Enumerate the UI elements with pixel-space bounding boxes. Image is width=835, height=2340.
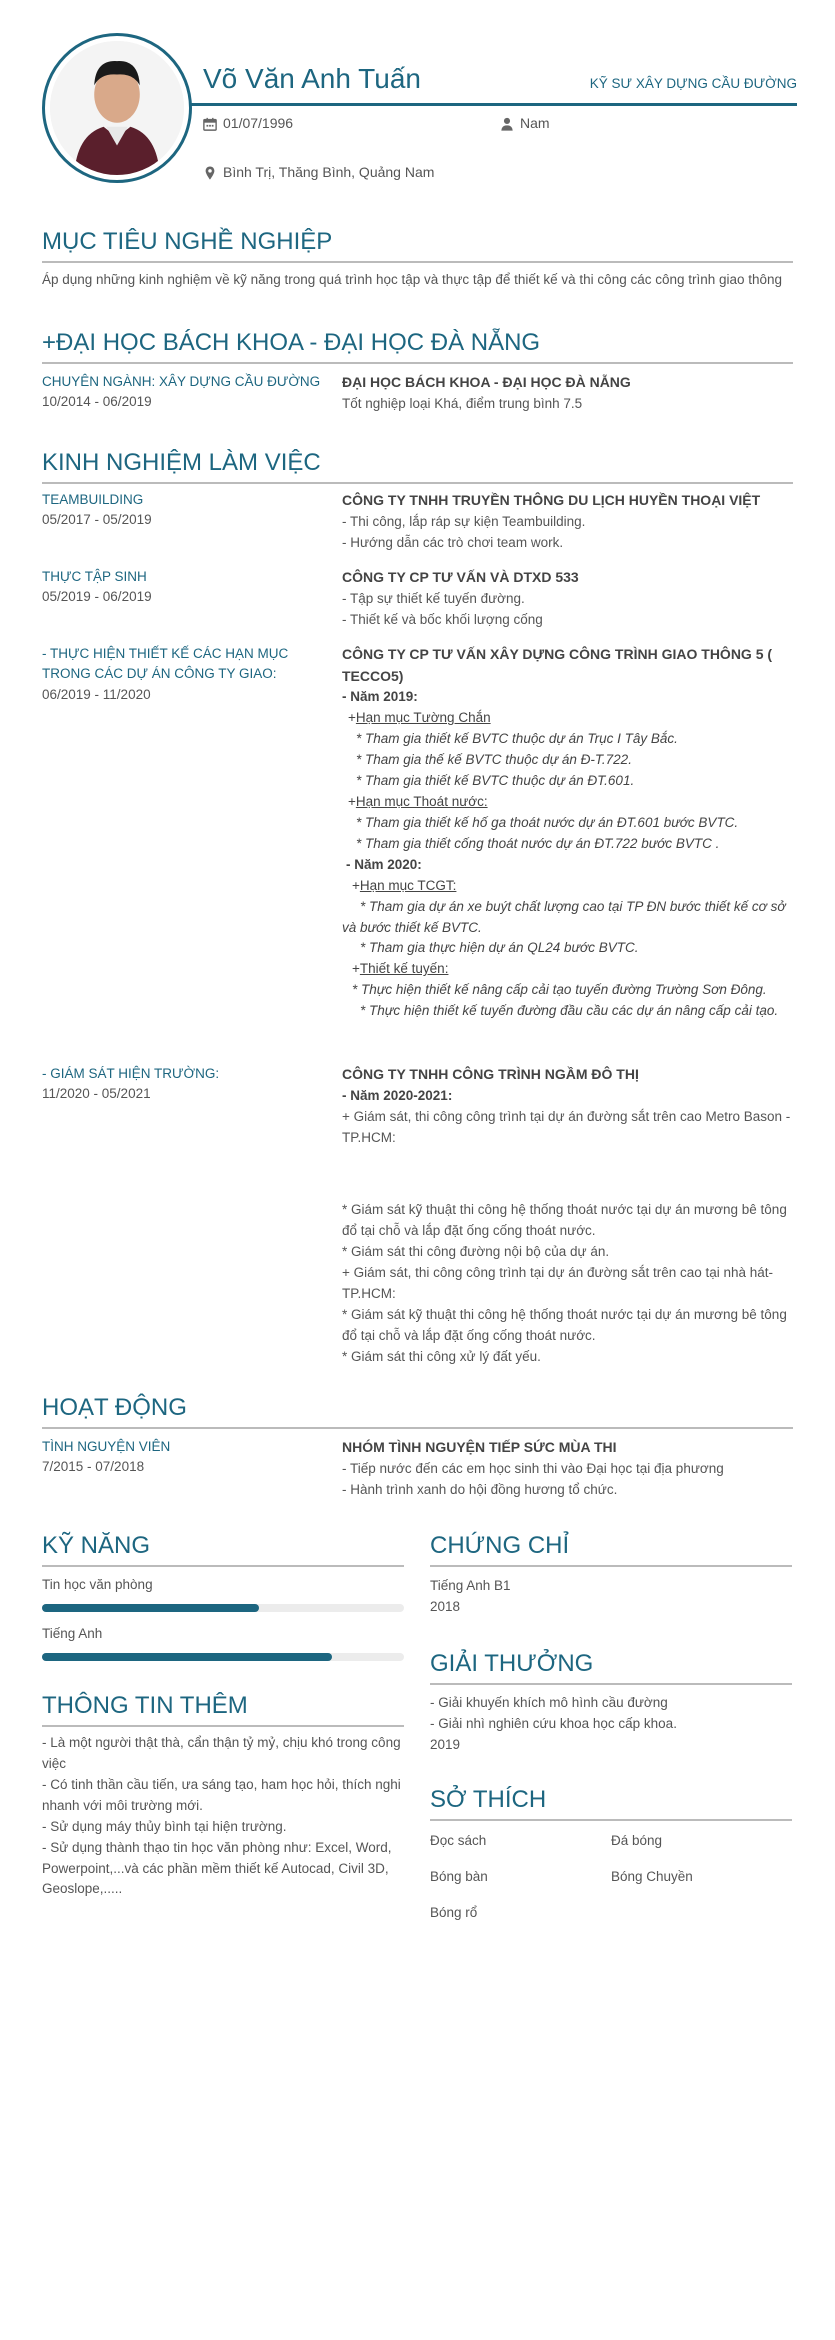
experience-line: - Tập sự thiết kế tuyến đường.	[342, 590, 525, 606]
gender-info	[500, 113, 550, 135]
profile-photo	[50, 41, 184, 175]
activity-right	[342, 1437, 797, 1501]
candidate-name: Võ Văn Anh Tuấn	[203, 63, 421, 94]
experience-line: - Thi công, lắp ráp sự kiện Teambuilding.	[342, 513, 586, 529]
avatar	[42, 33, 192, 183]
extra-info-title: THÔNG TIN THÊM	[42, 1690, 404, 1727]
objective-text: Áp dụng những kinh nghiệm về kỹ năng trong quá trình học tập và thực tập để thiết kế và thi công các công trình giao thông	[42, 272, 783, 287]
experience-line: - Hướng dẫn các trò chơi team work.	[342, 534, 564, 550]
location-pin-icon	[203, 166, 217, 180]
header-divider	[190, 103, 797, 106]
birthday-info	[203, 113, 293, 135]
item-detail: * Tham gia thiết cống thoát nước dự án ĐT.722 bước BVTC .	[356, 835, 720, 851]
activity-left	[42, 1437, 332, 1478]
experience-paragraph: + Giám sát, thi công công trình tại dự án đường sắt trên cao Metro Bason - TP.HCM:	[342, 1108, 791, 1145]
item-heading: Hạn mục Thoát nước:	[355, 793, 488, 809]
activity-date: 7/2015 - 07/2018	[42, 1459, 145, 1475]
item-detail: * Tham gia thiết kế hố ga thoát nước dự án ĐT.601 bước BVTC.	[356, 814, 739, 830]
experience-date: 11/2020 - 05/2021	[42, 1086, 151, 1102]
experience-date: 06/2019 - 11/2020	[42, 686, 151, 702]
certificate-name: Tiếng Anh B1	[430, 1578, 511, 1593]
item-detail: * Tham gia thiết kế BVTC thuộc dự án Trục I Tây Bắc.	[356, 731, 678, 747]
experience-item-right	[342, 1064, 797, 1368]
experience-role: TEAMBUILDING	[42, 492, 144, 507]
skill-item	[42, 1624, 404, 1661]
calendar-icon	[203, 117, 217, 131]
item-heading: Thiết kế tuyến:	[359, 961, 449, 977]
experience-company: CÔNG TY TNHH CÔNG TRÌNH NGẦM ĐÔ THỊ	[342, 1066, 639, 1082]
hobby-item: Bóng bàn	[430, 1869, 488, 1884]
objective-title: MỤC TIÊU NGHỀ NGHIỆP	[42, 226, 793, 263]
education-major: CHUYÊN NGÀNH: XÂY DỰNG CẦU ĐƯỜNG	[42, 374, 321, 389]
item-heading: Hạn mục Tường Chắn	[355, 710, 491, 726]
experience-role: - GIÁM SÁT HIỆN TRƯỜNG:	[42, 1066, 220, 1081]
experience-company: CÔNG TY CP TƯ VẤN VÀ DTXD 533	[342, 569, 579, 585]
user-icon	[500, 117, 514, 131]
skill-bar	[42, 1604, 404, 1612]
skill-bar-fill	[42, 1653, 332, 1661]
skill-bar	[42, 1653, 404, 1661]
education-left	[42, 372, 332, 413]
extra-info-text: - Là một người thật thà, cẩn thận tỷ mỷ, chịu khó trong công việc - Có tinh thần cầu tiến, ưa sáng tạo, ham học hỏi, thích nghi nhanh với môi trường mới. - Sử dụng máy thủy bình tại hiện trường. - Sử dụng thành thạo tin học văn phòng như: Excel, Word, Powerpoint,...và các phần mềm thiết kế Autocad, Civil 3D, Geoslope,.....	[42, 1735, 401, 1897]
activity-role: TÌNH NGUYỆN VIÊN	[42, 1439, 171, 1454]
skill-name: Tin học văn phòng	[42, 1577, 153, 1592]
education-title: +ĐẠI HỌC BÁCH KHOA - ĐẠI HỌC ĐÀ NẴNG	[42, 327, 793, 364]
activity-text: - Tiếp nước đến các em học sinh thi vào Đại học tại địa phương - Hành trình xanh do hội đồng hương tổ chức.	[342, 1460, 724, 1497]
certificates-title: CHỨNG CHỈ	[430, 1530, 792, 1567]
awards-text: - Giải khuyến khích mô hình cầu đường - Giải nhì nghiên cứu khoa học cấp khoa. 2019	[430, 1695, 677, 1752]
hobbies-title: SỞ THÍCH	[430, 1784, 792, 1821]
experience-item-right	[342, 490, 797, 554]
year-label: - Năm 2019:	[342, 689, 418, 705]
year-label: - Năm 2020-2021:	[342, 1087, 453, 1103]
awards-title: GIẢI THƯỞNG	[430, 1648, 792, 1685]
certificate-year: 2018	[430, 1598, 461, 1614]
item-detail: * Thực hiện thiết kế tuyến đường đầu cầu các dự án nâng cấp cải tạo.	[360, 1003, 779, 1019]
activity-org: NHÓM TÌNH NGUYỆN TIẾP SỨC MÙA THI	[342, 1439, 617, 1455]
experience-company: CÔNG TY CP TƯ VẤN XÂY DỰNG CÔNG TRÌNH GIAO THÔNG 5 ( TECCO5)	[342, 646, 773, 684]
experience-paragraph: * Giám sát kỹ thuật thi công hệ thống thoát nước tại dự án mương bê tông đổ tại chỗ và lắp đặt ống cống thoát nước. * Giám sát thi công đường nội bộ của dự án. + Giám sát, thi công công trình tại dự án đường sắt trên cao tại nhà hát- TP.HCM: * Giám sát kỹ thuật thi công hệ thống thoát nước tại dự án mương bê tông đổ tại chỗ và lắp đặt ống cống thoát nước. * Giám sát thi công xử lý đất yếu.	[342, 1202, 787, 1364]
experience-item-left	[42, 1064, 332, 1105]
experience-date: 05/2017 - 05/2019	[42, 512, 152, 528]
hobby-item: Đọc sách	[430, 1833, 487, 1848]
gender-text: Nam	[520, 115, 550, 131]
experience-line: - Thiết kế và bốc khối lượng cống	[342, 611, 543, 627]
birthday-text: 01/07/1996	[223, 115, 294, 131]
education-date: 10/2014 - 06/2019	[42, 394, 152, 410]
item-detail: * Tham gia thiết kế BVTC thuộc dự án ĐT.601.	[356, 773, 635, 789]
education-school: ĐẠI HỌC BÁCH KHOA - ĐẠI HỌC ĐÀ NẴNG	[342, 374, 631, 390]
hobby-item: Bóng rổ	[430, 1905, 478, 1920]
experience-date: 05/2019 - 06/2019	[42, 589, 152, 605]
experience-item-right: CÔNG TY CP TƯ VẤN XÂY DỰNG CÔNG TRÌNH GIAO THÔNG 5 ( TECCO5) - Năm 2019: +Hạn mục Tường Chắn * Tham gia thiết kế BVTC thuộc dự án Trục I Tây Bắc. * Tham gia thế kế BVTC thuộc dự án Đ-T.722. * Tham gia thiết kế BVTC thuộc dự án ĐT.601. +Hạn mục Thoát nước: * Tham gia thiết kế hố ga thoát nước dự án ĐT.601 bước BVTC. * Tham gia thiết cống thoát nước dự án ĐT.722 bước BVTC . - Năm 2020: +Hạn mục TCGT: * Tham gia dự án xe buýt chất lượng cao tại TP ĐN bước thiết kế cơ sở và bước thiết kế BVTC. * Tham gia thực hiện dự án QL24 bước BVTC. +Thiết kế tuyến: * Thực hiện thiết kế nâng cấp cải tạo tuyến đường Trường Sơn Đông. * Thực hiện thiết kế tuyến đường đầu cầu các dự án nâng cấp cải tạo.	[342, 644, 797, 1022]
item-detail: * Tham gia thực hiện dự án QL24 bước BVTC.	[360, 940, 639, 956]
job-position: KỸ SƯ XÂY DỰNG CẦU ĐƯỜNG	[589, 76, 797, 91]
skill-bar-fill	[42, 1604, 259, 1612]
hobby-item: Đá bóng	[611, 1833, 663, 1848]
address-text: Bình Trị, Thăng Bình, Quảng Nam	[223, 164, 435, 180]
year-label: - Năm 2020:	[346, 856, 422, 872]
item-detail: * Thực hiện thiết kế nâng cấp cải tạo tuyến đường Trường Sơn Đông.	[352, 982, 767, 998]
item-detail: * Tham gia thế kế BVTC thuộc dự án Đ-T.722.	[356, 752, 632, 768]
experience-role: THỰC TẬP SINH	[42, 569, 147, 584]
education-right	[342, 372, 797, 415]
certificate-item	[430, 1576, 511, 1618]
experience-item-left	[42, 567, 332, 608]
item-heading: Hạn mục TCGT:	[359, 877, 457, 893]
education-detail: Tốt nghiệp loại Khá, điểm trung bình 7.5	[342, 395, 583, 411]
skill-item	[42, 1575, 404, 1612]
experience-item-left	[42, 644, 327, 705]
experience-title: KINH NGHIỆM LÀM VIỆC	[42, 447, 793, 484]
skill-name: Tiếng Anh	[42, 1626, 103, 1641]
experience-role: - THỰC HIỆN THIẾT KẾ CÁC HẠN MỤC TRONG CÁC DỰ ÁN CÔNG TY GIAO:	[42, 646, 289, 682]
experience-item-right	[342, 567, 797, 631]
experience-item-left	[42, 490, 332, 531]
hobby-item: Bóng Chuyền	[611, 1869, 693, 1884]
skills-title: KỸ NĂNG	[42, 1530, 404, 1567]
activities-title: HOẠT ĐỘNG	[42, 1392, 793, 1429]
address-info	[203, 162, 434, 184]
experience-company: CÔNG TY TNHH TRUYỀN THÔNG DU LỊCH HUYỀN THOẠI VIỆT	[342, 492, 761, 508]
item-detail: * Tham gia dự án xe buýt chất lượng cao tại TP ĐN bước thiết kế cơ sở và bước thiết kế BVTC.	[342, 898, 786, 935]
